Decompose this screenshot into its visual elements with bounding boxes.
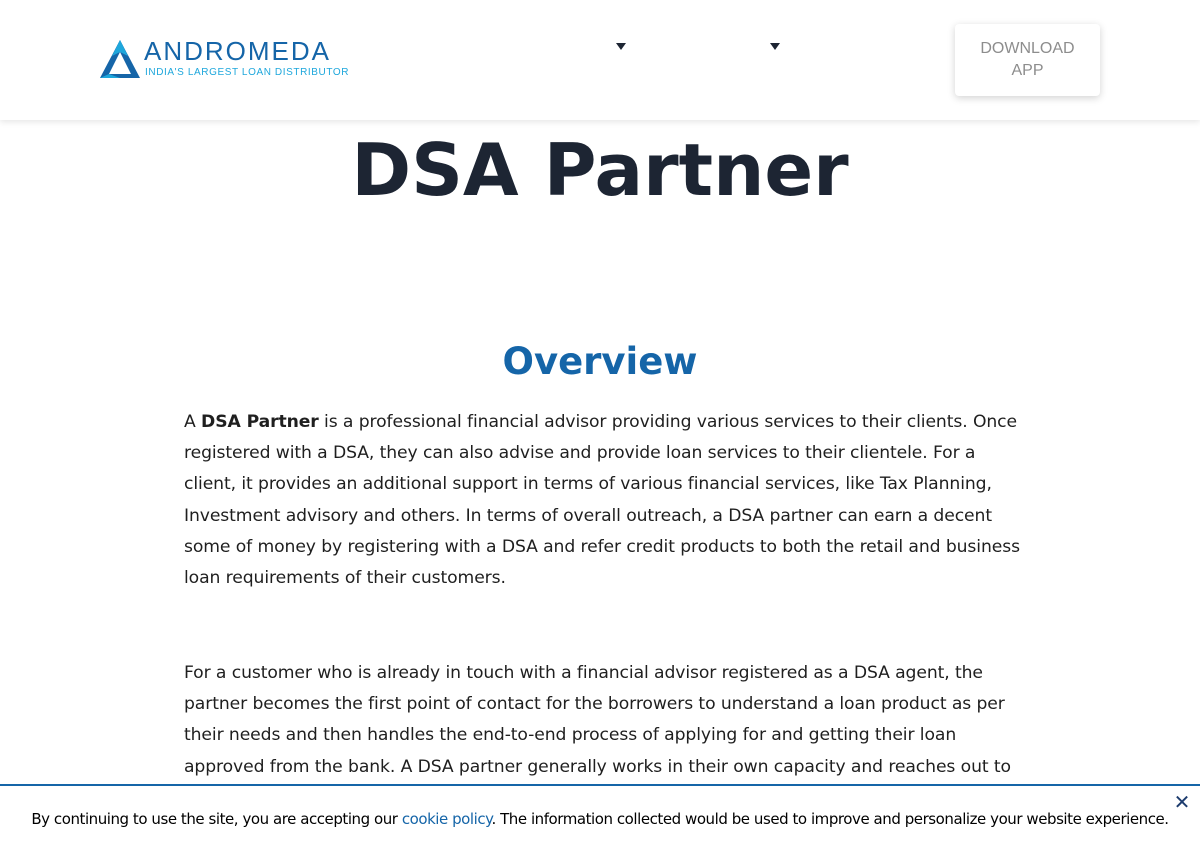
site-header <box>0 0 1200 120</box>
cookie-banner <box>0 784 1200 850</box>
cookie-text-before: By continuing to use the site, you are accepting our <box>31 810 402 828</box>
overview-paragraph-1 <box>184 407 1030 594</box>
caret-down-icon <box>770 43 780 50</box>
overview-paragraph-2: For a customer who is already in touch with a financial advisor registered as a DSA agent, the partner becomes the first point of contact for the borrowers to understand a loan product as per their needs and then handles the end-to-end process of applying for and getting their loan approved from the bank. A DSA partner generally works in their own capacity and reaches out to <box>184 663 1011 777</box>
close-icon[interactable]: ✕ <box>1173 790 1191 814</box>
cookie-policy-link[interactable]: cookie policy <box>401 810 492 828</box>
brand-name: ANDROMEDA <box>144 36 332 66</box>
paragraph-body: is a professional financial advisor providing various services to their clients. Once registered with a DSA, they can also advise and provide loan services to their clientele. For a client, it provides an additional support in terms of various financial services, like Tax Planning, Investment advisory and others. In terms of overall outreach, a DSA partner can earn a decent some of money by registering with a DSA and refer credit products to both the retail and business loan requirements of their customers. <box>184 412 1020 589</box>
dsa-partner-bold: DSA Partner <box>201 412 319 432</box>
brand-logo[interactable] <box>98 36 358 82</box>
andromeda-logo-icon <box>98 38 142 80</box>
page-title: DSA Partner <box>351 128 849 212</box>
cookie-text-after: . The information collected would be used to improve and personalize your website experience. <box>491 810 1169 828</box>
nav-dropdown-2[interactable] <box>765 40 785 54</box>
caret-down-icon <box>616 43 626 50</box>
cookie-message <box>0 810 1200 828</box>
overview-heading: Overview <box>502 340 698 383</box>
download-app-button[interactable]: DOWNLOAD APP <box>955 24 1100 96</box>
nav-dropdown-1[interactable] <box>611 40 631 54</box>
paragraph-prefix: A <box>184 412 202 432</box>
brand-tagline: INDIA'S LARGEST LOAN DISTRIBUTOR <box>145 67 350 78</box>
